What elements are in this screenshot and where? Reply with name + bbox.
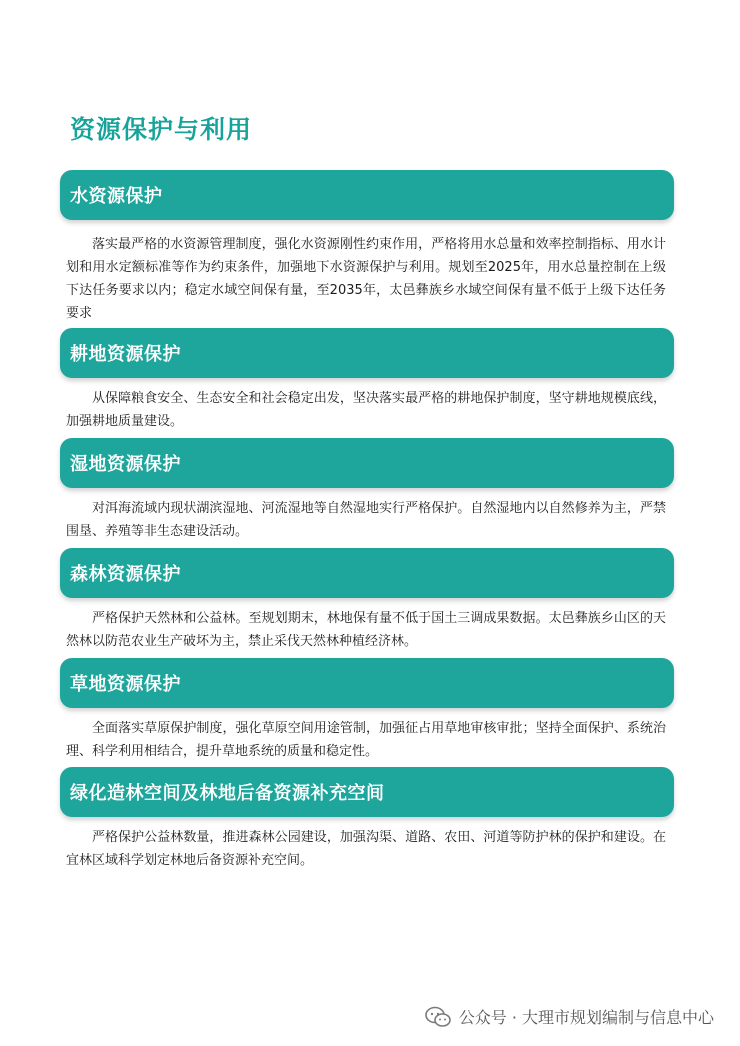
section-heading: 森林资源保护: [70, 564, 181, 585]
section-body: 落实最严格的水资源管理制度，强化水资源刚性约束作用，严格将用水总量和效率控制指标、用水计划和用水定额标准等作为约束条件，加强地下水资源保护与利用。规划至2025年，用水总量控制在上级下达任务要求以内；稳定水域空间保有量，至2035年，太邑彝族乡水域空间保有量不低于上级下达任务要求: [66, 237, 666, 321]
page-title: 资源保护与利用: [70, 115, 253, 144]
section-body: 严格保护公益林数量，推进森林公园建设，加强沟渠、道路、农田、河道等防护林的保护和建设。在宜林区域科学划定林地后备资源补充空间。: [66, 830, 666, 868]
wechat-icon: [425, 1006, 451, 1028]
section-body: 全面落实草原保护制度，强化草原空间用途管制，加强征占用草地审核审批；坚持全面保护、系统治理、科学利用相结合，提升草地系统的质量和稳定性。: [66, 721, 666, 759]
section-heading: 草地资源保护: [70, 674, 181, 695]
section-heading: 耕地资源保护: [70, 344, 181, 365]
section-body: 对洱海流域内现状湖滨湿地、河流湿地等自然湿地实行严格保护。自然湿地内以自然修养为主，严禁围垦、养殖等非生态建设活动。: [66, 501, 666, 539]
section-header-grassland: [60, 658, 674, 708]
section-header-afforestation: [60, 767, 674, 817]
section-heading: 绿化造林空间及林地后备资源补充空间: [70, 783, 385, 804]
section-heading: 水资源保护: [70, 186, 163, 207]
section-header-wetland: [60, 438, 674, 488]
section-body: 从保障粮食安全、生态安全和社会稳定出发，坚决落实最严格的耕地保护制度，坚守耕地规模底线，加强耕地质量建设。: [66, 391, 666, 429]
footer-text: 公众号 · 大理市规划编制与信息中心: [458, 1008, 714, 1027]
footer-watermark: [425, 1005, 714, 1028]
section-header-forest: [60, 548, 674, 598]
section-header-farmland: [60, 328, 674, 378]
section-header-water: [60, 170, 674, 220]
section-body: 严格保护天然林和公益林。至规划期末，林地保有量不低于国土三调成果数据。太邑彝族乡山区的天然林以防范农业生产破坏为主，禁止采伐天然林种植经济林。: [66, 611, 666, 649]
section-heading: 湿地资源保护: [70, 454, 181, 475]
